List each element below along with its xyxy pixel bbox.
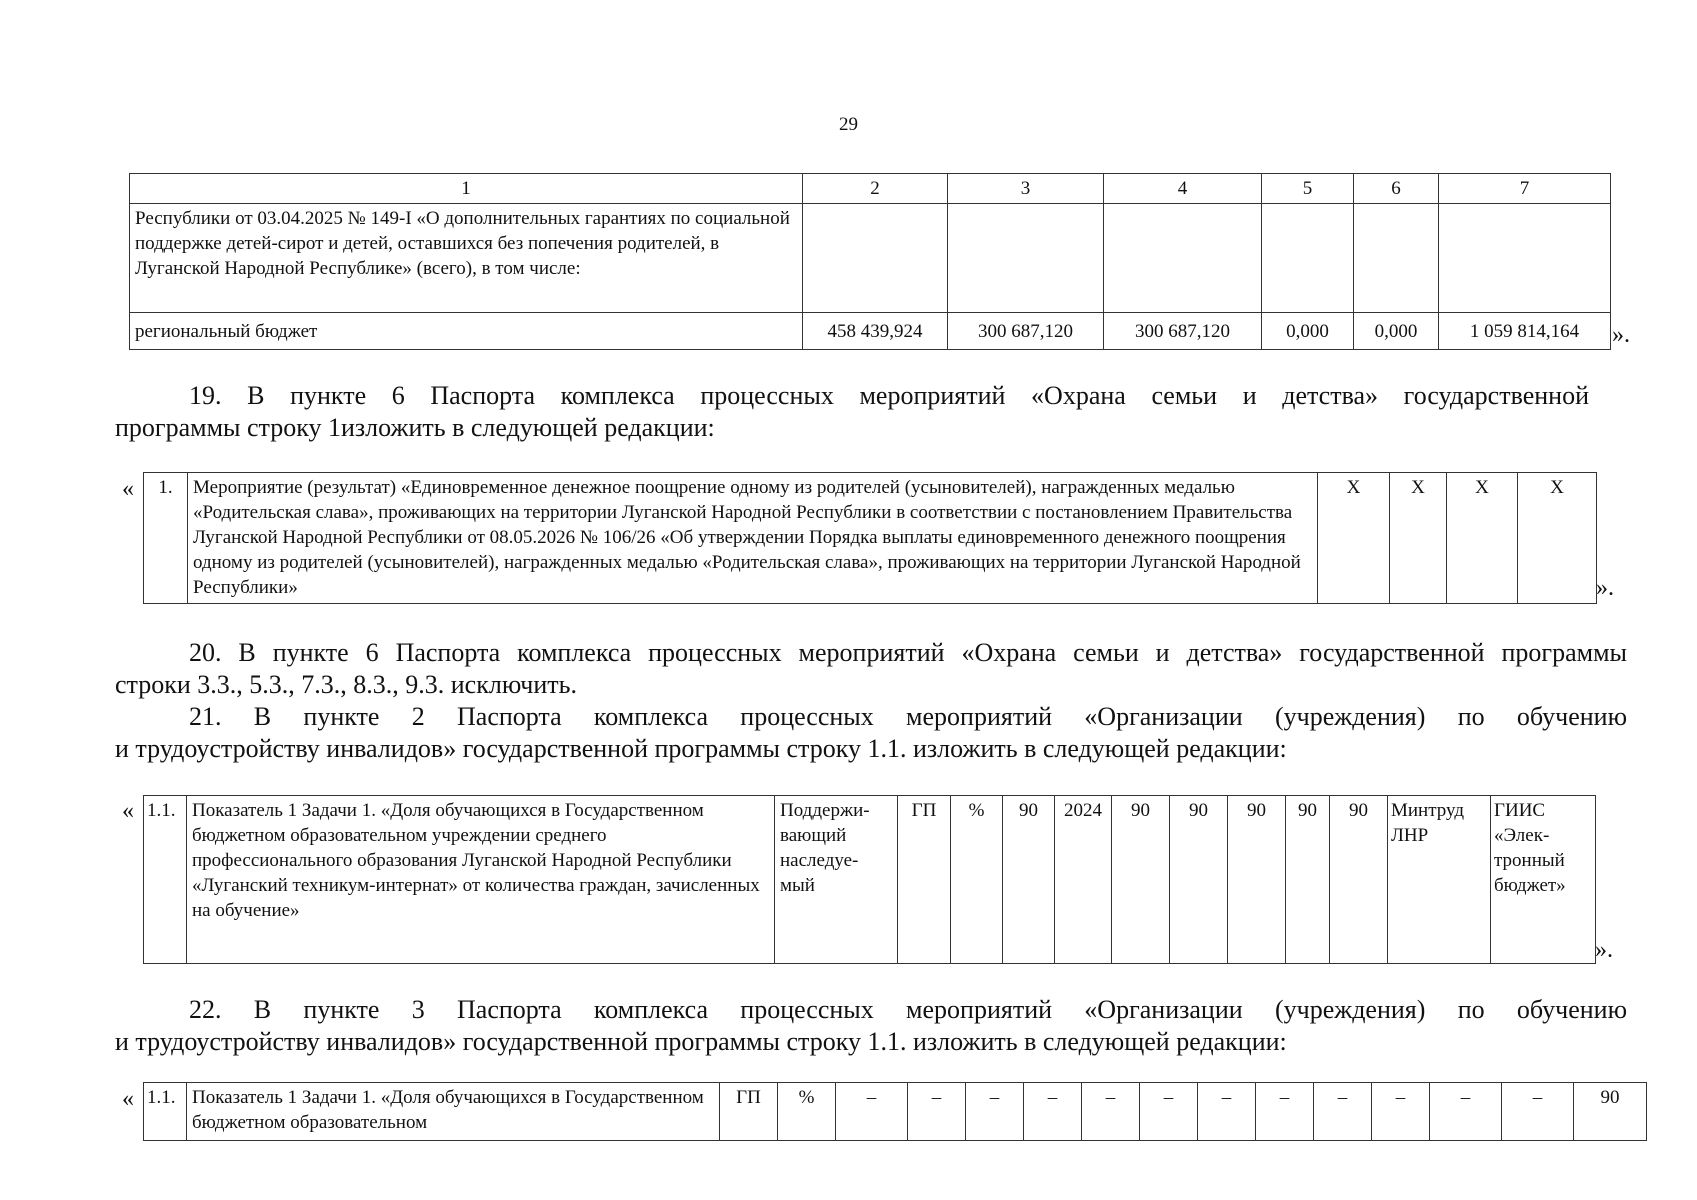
system-cell: ГИИС «Элек-тронный бюджет»	[1491, 796, 1596, 964]
level-cell: ГП	[720, 1083, 778, 1141]
table-header-cell: 7	[1439, 174, 1611, 204]
row-number: 1.	[144, 473, 188, 604]
open-quote: «	[122, 798, 134, 824]
table-row	[144, 796, 1596, 964]
open-quote: «	[122, 476, 134, 502]
dash-cell: –	[1502, 1083, 1574, 1141]
table-header-cell: 4	[1104, 174, 1262, 204]
table-row	[144, 473, 1597, 604]
dash-cell: –	[1314, 1083, 1372, 1141]
dash-cell: –	[1198, 1083, 1256, 1141]
amount-cell: 0,000	[1262, 313, 1354, 350]
table-row	[130, 313, 1611, 350]
dash-cell: –	[1024, 1083, 1082, 1141]
unit-cell: %	[951, 796, 1003, 964]
paragraph-20-line1: 20. В пункте 6 Паспорта комплекса процессных мероприятий «Охрана семьи и детства» государственной программы	[189, 638, 1627, 667]
table-header-cell: 3	[948, 174, 1104, 204]
indicator-plan-table	[143, 1082, 1647, 1141]
amount-cell: 0,000	[1354, 313, 1439, 350]
table-header-cell: 1	[130, 174, 803, 204]
paragraph-21-line1: 21. В пункте 2 Паспорта комплекса процессных мероприятий «Организации (учреждения) по обучению	[189, 702, 1627, 731]
measure-text: Мероприятие (результат) «Единовременное денежное поощрение одному из родителей (усыновителей), награжденных медалью «Родительская слава», проживающих на территории Луганской Народной Республики в соответствии с постановлением Правительства Луганской Народной Республики от 08.05.2026 № 106/26 «Об утверждении Порядка выплаты единовременного денежного поощрения одному из родителей (усыновителей), награжденных медалью «Родительская слава», проживающих на территории Луганской Народной Республики»	[188, 473, 1318, 604]
dash-cell: –	[1082, 1083, 1140, 1141]
indicator-text: Показатель 1 Задачи 1. «Доля обучающихся в Государственном бюджетном образовательном учреждении среднего профессионального образования Луганской Народной Республики «Луганский техникум-интернат» от количества граждан, зачисленных на обучение»	[187, 796, 775, 964]
table-header-cell: 5	[1262, 174, 1354, 204]
dash-cell: –	[1430, 1083, 1502, 1141]
amount-cell: 1 059 814,164	[1439, 313, 1611, 350]
paragraph-22-line2: и трудоустройству инвалидов» государственной программы строку 1.1. изложить в следующей редакции:	[115, 1027, 1287, 1056]
open-quote: «	[122, 1086, 134, 1112]
funding-table	[129, 173, 1611, 350]
budget-label: региональный бюджет	[130, 313, 803, 350]
value-cell: 90	[1330, 796, 1388, 964]
close-quote: ».	[1612, 322, 1630, 348]
table-header-cell: 6	[1354, 174, 1439, 204]
row-number: 1.1.	[144, 796, 187, 964]
funding-description: Республики от 03.04.2025 № 149-I «О дополнительных гарантиях по социальной поддержке детей-сирот и детей, оставшихся без попечения родителей, в Луганской Народной Республике» (всего), в том числе:	[130, 204, 803, 313]
level-cell: ГП	[898, 796, 951, 964]
base-value-cell: 90	[1003, 796, 1055, 964]
table-header-cell: 2	[803, 174, 948, 204]
indicator-table	[143, 795, 1596, 964]
responsible-cell: Минтруд ЛНР	[1388, 796, 1491, 964]
table-row	[144, 1083, 1647, 1141]
table-row	[130, 204, 1611, 313]
amount-cell: 300 687,120	[948, 313, 1104, 350]
amount-cell: 458 439,924	[803, 313, 948, 350]
page-number: 29	[839, 114, 858, 135]
measure-table	[143, 472, 1597, 604]
dash-cell: –	[836, 1083, 908, 1141]
dash-cell: –	[966, 1083, 1024, 1141]
amount-cell: 300 687,120	[1104, 313, 1262, 350]
dash-cell: –	[1256, 1083, 1314, 1141]
row-number: 1.1.	[144, 1083, 187, 1141]
close-quote: ».	[1596, 575, 1614, 601]
table-header-row	[130, 174, 1611, 204]
value-cell: 90	[1112, 796, 1170, 964]
paragraph-19-line1: 19. В пункте 6 Паспорта комплекса процессных мероприятий «Охрана семьи и детства» государственной	[189, 381, 1589, 410]
x-mark: Х	[1318, 473, 1390, 604]
final-value-cell: 90	[1574, 1083, 1647, 1141]
indicator-text: Показатель 1 Задачи 1. «Доля обучающихся в Государственном бюджетном образовательном	[187, 1083, 720, 1141]
dash-cell: –	[1372, 1083, 1430, 1141]
base-year-cell: 2024	[1055, 796, 1112, 964]
dash-cell: –	[1140, 1083, 1198, 1141]
paragraph-19-line2: программы строку 1изложить в следующей редакции:	[115, 413, 715, 442]
value-cell: 90	[1286, 796, 1330, 964]
paragraph-21-line2: и трудоустройству инвалидов» государственной программы строку 1.1. изложить в следующей редакции:	[115, 734, 1287, 763]
paragraph-20-line2: строки 3.3., 5.3., 7.3., 8.3., 9.3. исключить.	[115, 670, 577, 699]
value-cell: 90	[1228, 796, 1286, 964]
unit-cell: %	[778, 1083, 836, 1141]
dash-cell: –	[908, 1083, 966, 1141]
x-mark: Х	[1518, 473, 1597, 604]
close-quote: ».	[1595, 937, 1613, 963]
value-cell: 90	[1170, 796, 1228, 964]
x-mark: Х	[1390, 473, 1447, 604]
x-mark: Х	[1447, 473, 1518, 604]
paragraph-22-line1: 22. В пункте 3 Паспорта комплекса процессных мероприятий «Организации (учреждения) по обучению	[189, 995, 1627, 1024]
indicator-type: Поддержи-вающий наследуе-мый	[775, 796, 898, 964]
